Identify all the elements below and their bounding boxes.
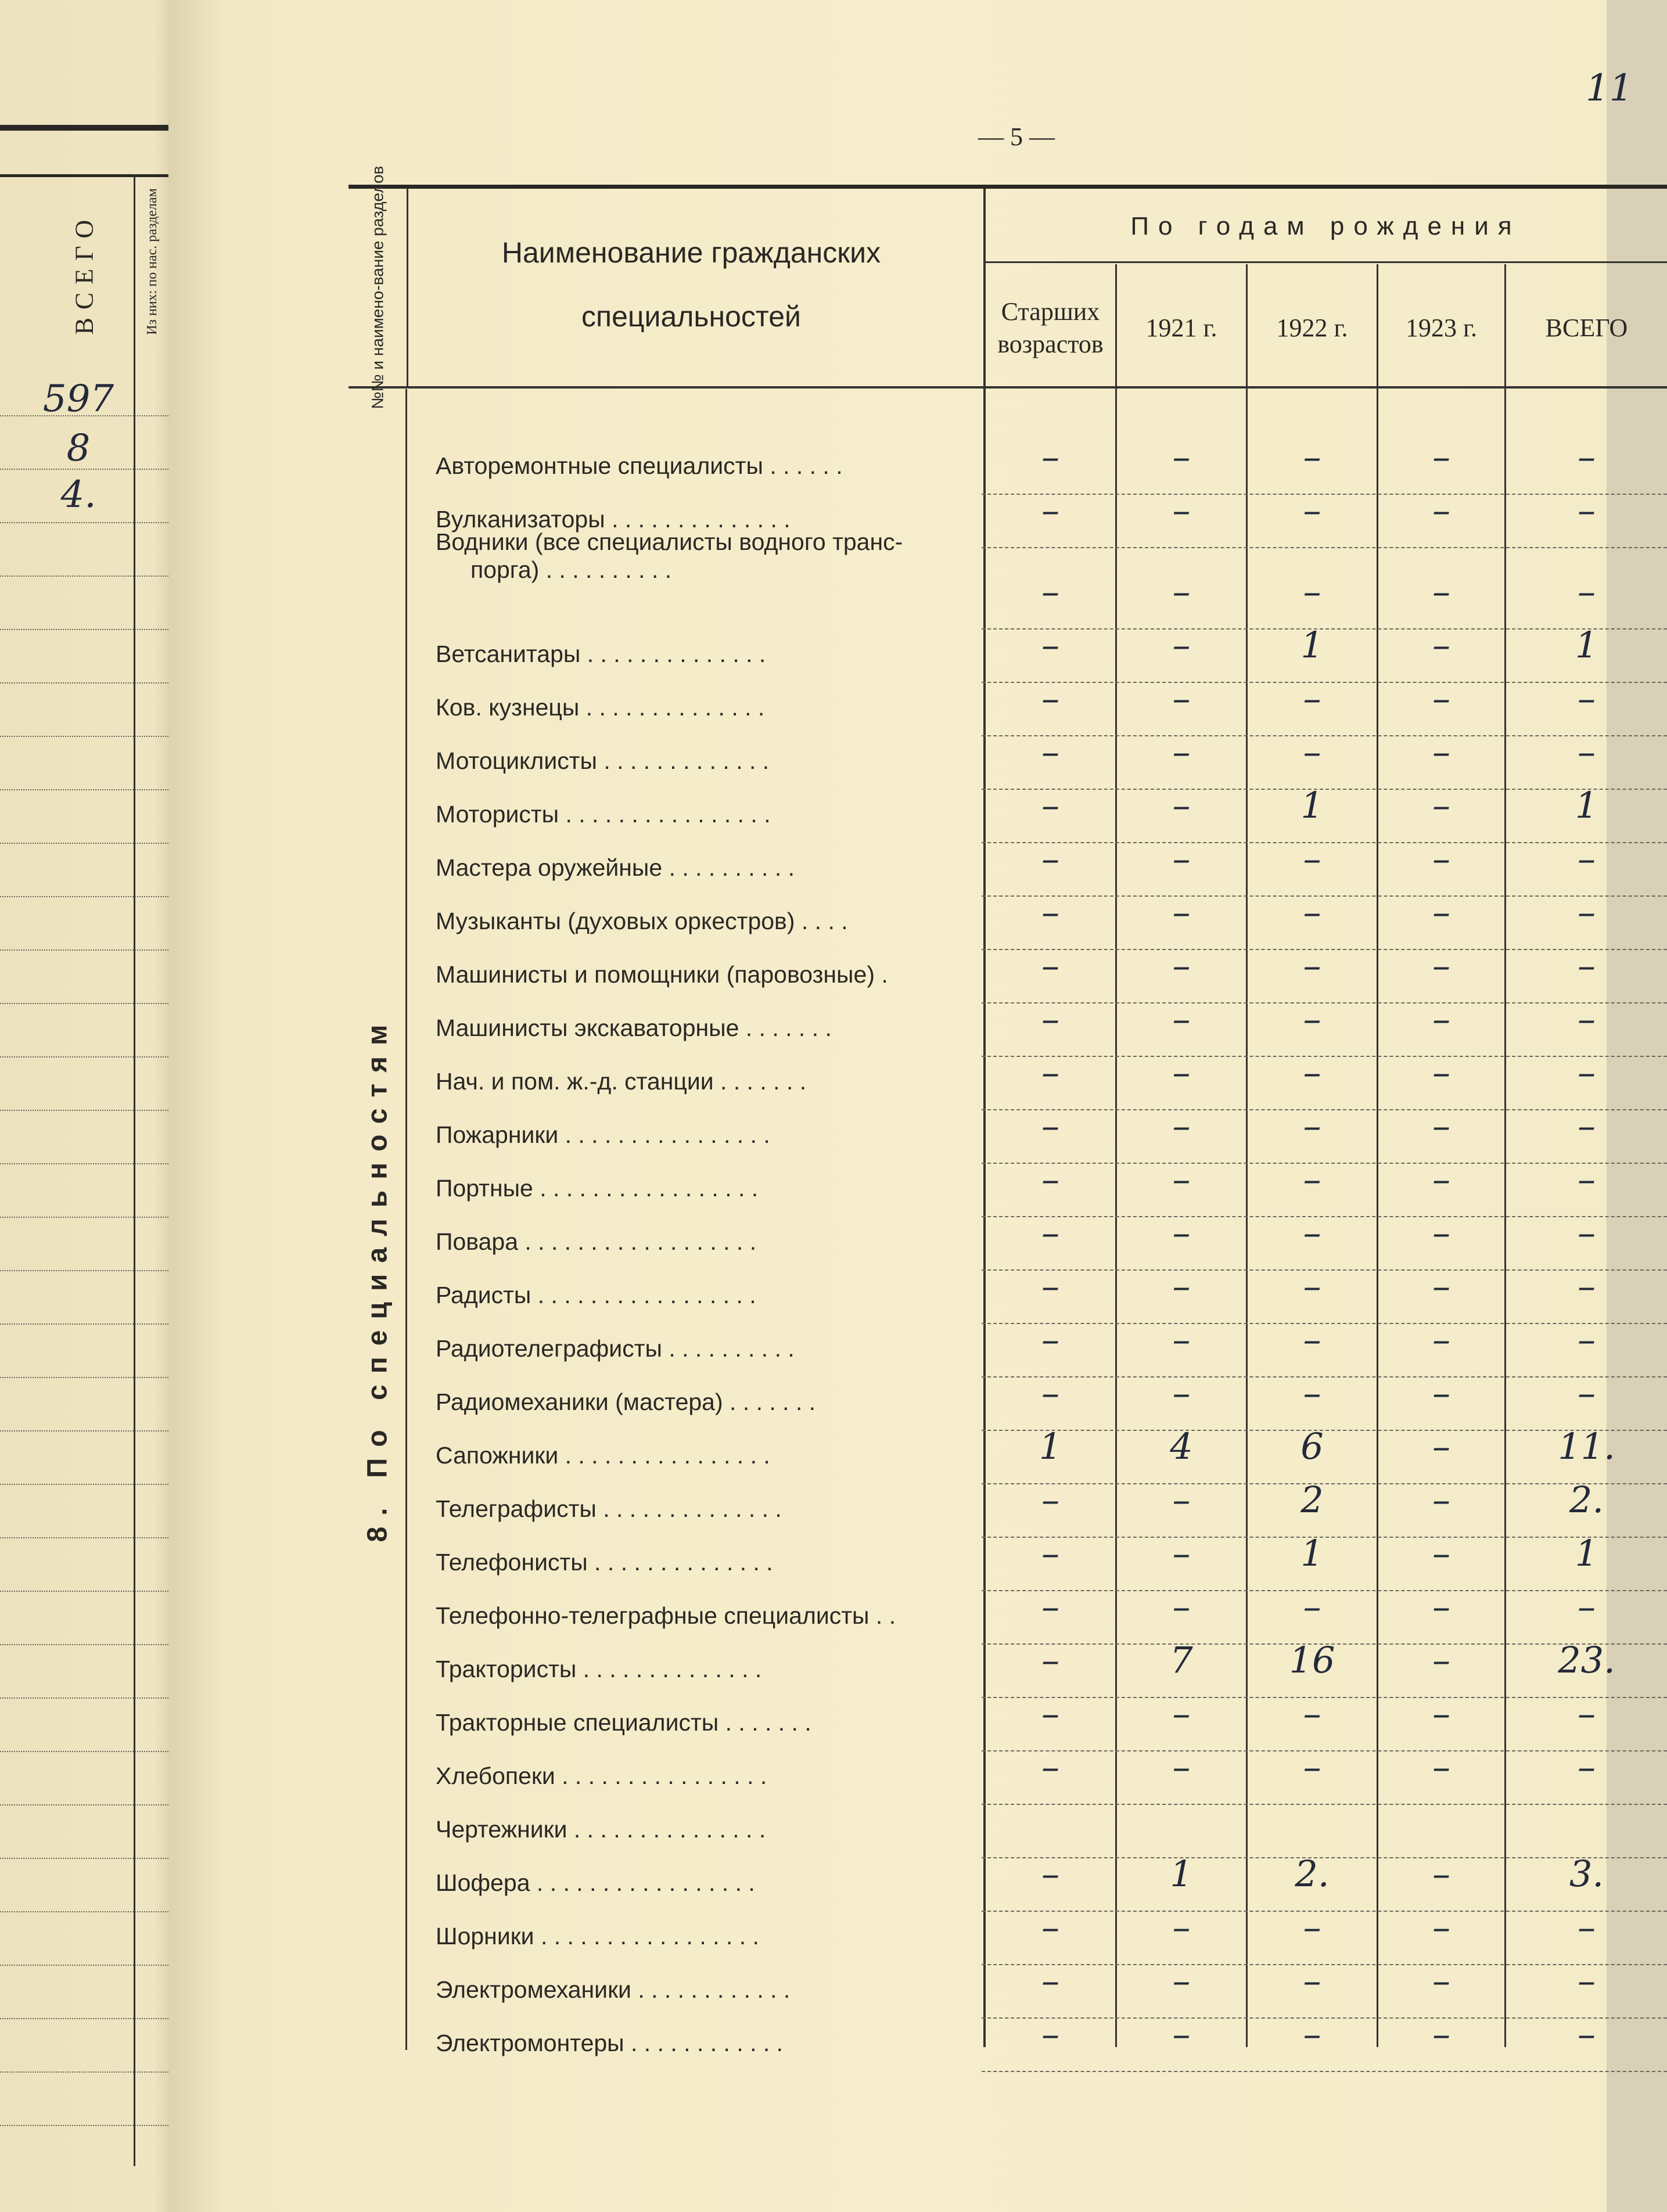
row-divider	[982, 1804, 1667, 1805]
cell-total: –	[1578, 570, 1596, 613]
row-label-text: Хлебопеки . . . . . . . . . . . . . . . .	[436, 1763, 767, 1789]
cell-total: –	[1578, 998, 1596, 1040]
section-label: 8. По специальностям	[362, 1013, 393, 1542]
cell-total: 1	[1575, 624, 1598, 666]
section-number-header: №№ и наимено-вание разделов	[368, 166, 387, 409]
cell-1923: –	[1432, 489, 1450, 531]
cell-1923: –	[1432, 1158, 1450, 1200]
row-label-text: Пожарники . . . . . . . . . . . . . . . .	[436, 1121, 770, 1148]
cell-1921: –	[1172, 1479, 1191, 1521]
cell-1922: –	[1303, 1906, 1321, 1948]
cell-older: –	[1041, 1585, 1059, 1628]
left-row-line	[0, 896, 168, 897]
row-label	[436, 1014, 976, 1042]
cell-1922: –	[1303, 837, 1321, 880]
cell-1923: –	[1432, 570, 1450, 613]
cell-older: –	[1041, 998, 1059, 1040]
cell-1921: –	[1172, 489, 1191, 531]
row-label	[436, 907, 976, 935]
cell-1923: –	[1432, 944, 1450, 987]
cell-older: –	[1041, 677, 1059, 720]
left-row-line	[0, 1697, 168, 1699]
left-row-line	[0, 1751, 168, 1752]
row-label-text: Портные . . . . . . . . . . . . . . . . .	[436, 1175, 759, 1202]
cell-total: –	[1578, 1746, 1596, 1788]
cell-1922: –	[1303, 1746, 1321, 1788]
left-total-value: 597	[42, 377, 114, 420]
cell-total: 3.	[1569, 1853, 1604, 1895]
cell-older: –	[1041, 944, 1059, 987]
cell-1923: –	[1432, 624, 1450, 666]
cell-1923: –	[1432, 1265, 1450, 1307]
name-header	[412, 221, 970, 348]
cell-1921: –	[1172, 1211, 1191, 1254]
row-label	[436, 1602, 976, 1630]
cell-older: –	[1041, 1853, 1059, 1895]
cell-older: –	[1041, 1692, 1059, 1735]
row-label-text: Радиомеханики (мастера) . . . . . . .	[436, 1389, 816, 1415]
cell-older: –	[1041, 1532, 1059, 1574]
cell-1923: –	[1432, 1746, 1450, 1788]
cell-total: –	[1578, 677, 1596, 720]
cell-1923: –	[1432, 784, 1450, 826]
cell-older: –	[1041, 489, 1059, 531]
cell-1923: –	[1432, 1959, 1450, 2002]
left-row-line	[0, 1591, 168, 1592]
cell-1921: –	[1172, 1372, 1191, 1414]
row-label	[436, 640, 976, 668]
left-row-line	[0, 2018, 168, 2019]
cell-1922: 1	[1300, 1532, 1324, 1574]
cell-older: –	[1041, 2013, 1059, 2055]
row-label-text: Чертежники . . . . . . . . . . . . . . .	[436, 1816, 766, 1843]
row-label	[436, 1762, 976, 1790]
cell-1922: 16	[1289, 1639, 1335, 1681]
cell-total: –	[1578, 837, 1596, 880]
row-label	[436, 1548, 976, 1576]
row-label	[436, 1441, 976, 1469]
cell-1922: –	[1303, 1265, 1321, 1307]
cell-1922: –	[1303, 731, 1321, 773]
cell-1922: 6	[1300, 1425, 1324, 1468]
row-label-text: Ков. кузнецы . . . . . . . . . . . . . .	[436, 694, 765, 721]
cell-total: –	[1578, 1105, 1596, 1147]
cell-total: 2.	[1569, 1479, 1604, 1521]
cell-1922: –	[1303, 2013, 1321, 2055]
left-row-line	[0, 1430, 168, 1431]
left-row-line	[0, 522, 168, 523]
left-subheader: Из них: по нас. разделам	[144, 188, 160, 335]
cell-1921: 7	[1170, 1639, 1193, 1681]
left-row-line	[0, 2071, 168, 2073]
row-label-text: Мотоциклисты . . . . . . . . . . . . .	[436, 747, 770, 774]
cell-1921: –	[1172, 1585, 1191, 1628]
cell-1923: –	[1432, 1692, 1450, 1735]
cell-older: –	[1041, 624, 1059, 666]
cell-older: –	[1041, 1105, 1059, 1147]
row-label-text: Телефонисты . . . . . . . . . . . . . .	[436, 1549, 773, 1576]
cell-1922: –	[1303, 1158, 1321, 1200]
cell-1923: –	[1432, 1906, 1450, 1948]
cell-1921: –	[1172, 1265, 1191, 1307]
cell-1922: –	[1303, 1692, 1321, 1735]
cell-1921: –	[1172, 1051, 1191, 1094]
row-label-text: Машинисты экскаваторные . . . . . . .	[436, 1015, 832, 1041]
cell-older: –	[1041, 837, 1059, 880]
row-label	[436, 1869, 976, 1897]
col-header-1923: 1923 г.	[1405, 314, 1478, 342]
cell-1923: –	[1432, 1051, 1450, 1094]
row-label	[436, 2029, 976, 2057]
left-row-line	[0, 1377, 168, 1378]
row-label-text: Телеграфисты . . . . . . . . . . . . . .	[436, 1495, 782, 1522]
cell-older: –	[1041, 1959, 1059, 2002]
cell-1923: –	[1432, 891, 1450, 933]
row-label-text: Телефонно-телеграфные специалисты . .	[436, 1602, 896, 1629]
cell-older: –	[1041, 731, 1059, 773]
row-label-text: Машинисты и помощники (паровозные) .	[436, 961, 888, 988]
cell-older: –	[1041, 1639, 1059, 1681]
row-label	[436, 1388, 976, 1416]
left-total-header: ВСЕГО	[70, 211, 99, 335]
page-number: — 5 —	[978, 123, 1055, 151]
cell-total: –	[1578, 891, 1596, 933]
left-row-line	[0, 1804, 168, 1805]
cell-1922: –	[1303, 489, 1321, 531]
cell-1922: –	[1303, 998, 1321, 1040]
cell-total: –	[1578, 2013, 1596, 2055]
left-row-line	[0, 1217, 168, 1218]
left-facing-page	[0, 0, 192, 2212]
row-label	[436, 452, 976, 480]
cell-1923: –	[1432, 731, 1450, 773]
cell-1921: –	[1172, 998, 1191, 1040]
left-row-line	[0, 1110, 168, 1111]
row-label	[436, 800, 976, 828]
left-row-line	[0, 1323, 168, 1325]
col-header-1921: 1921 г.	[1145, 314, 1217, 342]
row-label	[436, 1335, 976, 1362]
left-row-line	[0, 1270, 168, 1271]
row-label-text: Электромонтеры . . . . . . . . . . . .	[436, 2030, 784, 2056]
cell-1922: –	[1303, 436, 1321, 478]
years-header: По годам рождения	[1130, 212, 1521, 240]
cell-1922: –	[1303, 1105, 1321, 1147]
cell-1923: –	[1432, 1318, 1450, 1361]
row-label	[436, 747, 976, 775]
cell-1922: –	[1303, 944, 1321, 987]
cell-1922: –	[1303, 1585, 1321, 1628]
cell-1922: –	[1303, 1211, 1321, 1254]
row-label	[436, 693, 976, 721]
cell-1921: –	[1172, 1105, 1191, 1147]
row-label-text: Вулканизаторы . . . . . . . . . . . . . .	[436, 506, 791, 533]
cell-1922: –	[1303, 891, 1321, 933]
left-row-line	[0, 1965, 168, 1966]
left-row-line	[0, 576, 168, 577]
row-label	[436, 1121, 976, 1149]
left-row-line	[0, 1163, 168, 1164]
row-label-text: Сапожники . . . . . . . . . . . . . . . .	[436, 1442, 770, 1469]
cell-1923: –	[1432, 1372, 1450, 1414]
cell-total: –	[1578, 1158, 1596, 1200]
cell-total: –	[1578, 1959, 1596, 2002]
cell-total: –	[1578, 944, 1596, 987]
left-top-rule	[0, 125, 168, 131]
cell-1922: –	[1303, 1372, 1321, 1414]
cell-1922: –	[1303, 677, 1321, 720]
row-label-text: Мастера оружейные . . . . . . . . . .	[436, 854, 795, 881]
cell-1921: 1	[1170, 1853, 1193, 1895]
cell-total: 1	[1575, 784, 1598, 826]
vline-section-number	[407, 189, 408, 386]
cell-1923: –	[1432, 998, 1450, 1040]
row-label-text: Ветсанитары . . . . . . . . . . . . . .	[436, 641, 766, 667]
left-row-line	[0, 1537, 168, 1538]
cell-total: –	[1578, 489, 1596, 531]
cell-1923: –	[1432, 1211, 1450, 1254]
cell-1921: –	[1172, 624, 1191, 666]
cell-older: –	[1041, 570, 1059, 613]
left-row-line	[0, 1644, 168, 1645]
row-label	[436, 1922, 976, 1950]
cell-1923: –	[1432, 1585, 1450, 1628]
row-label-text: Шофера . . . . . . . . . . . . . . . . .	[436, 1869, 755, 1896]
row-label	[436, 1174, 976, 1202]
cell-older: –	[1041, 1211, 1059, 1254]
cell-1923: –	[1432, 1532, 1450, 1574]
col-header-older: Старших возрастов	[997, 297, 1104, 358]
row-label-text-cont: порга) . . . . . . . . . .	[470, 556, 672, 583]
row-label	[436, 1709, 976, 1736]
archive-number: 11	[1586, 67, 1633, 110]
cell-total: 23.	[1558, 1639, 1615, 1681]
left-row-line	[0, 789, 168, 790]
left-total-value: 8	[66, 427, 91, 470]
cell-1923: –	[1432, 1425, 1450, 1468]
name-header-line2: специальностей	[581, 300, 801, 333]
cell-older: –	[1041, 1372, 1059, 1414]
row-label	[436, 854, 976, 882]
cell-1921: –	[1172, 731, 1191, 773]
cell-1921: –	[1172, 944, 1191, 987]
cell-1921: 4	[1170, 1425, 1193, 1468]
cell-1922: –	[1303, 1959, 1321, 2002]
cell-older: –	[1041, 1265, 1059, 1307]
row-label-text: Водники (все специалисты водного транс-	[436, 528, 903, 555]
left-row-line	[0, 1484, 168, 1485]
row-label-text: Авторемонтные специалисты . . . . . .	[436, 452, 843, 479]
left-row-line	[0, 1858, 168, 1859]
cell-total: –	[1578, 436, 1596, 478]
cell-total: –	[1578, 1372, 1596, 1414]
cell-older: –	[1041, 1158, 1059, 1200]
row-label-text: Тракторные специалисты . . . . . . .	[436, 1709, 811, 1736]
cell-1922: –	[1303, 570, 1321, 613]
main-page	[168, 0, 1633, 2212]
cell-1922: –	[1303, 1051, 1321, 1094]
left-row-line	[0, 949, 168, 951]
cell-older: –	[1041, 1051, 1059, 1094]
cell-older: –	[1041, 784, 1059, 826]
cell-older: –	[1041, 1318, 1059, 1361]
row-label	[436, 1281, 976, 1309]
left-row-line	[0, 2125, 168, 2126]
cell-total: –	[1578, 1051, 1596, 1094]
cell-1923: –	[1432, 837, 1450, 880]
row-label-text: Повара . . . . . . . . . . . . . . . . . .	[436, 1228, 757, 1255]
cell-1921: –	[1172, 1959, 1191, 2002]
cell-total: –	[1578, 1692, 1596, 1735]
left-column-divider	[134, 174, 135, 2166]
row-label	[436, 1228, 976, 1256]
cell-1921: –	[1172, 570, 1191, 613]
cell-older: –	[1041, 1479, 1059, 1521]
cell-total: 1	[1575, 1532, 1598, 1574]
left-total-value: 4.	[60, 473, 96, 516]
row-label	[436, 528, 976, 584]
cell-1922: 1	[1300, 624, 1324, 666]
cell-1922: –	[1303, 1318, 1321, 1361]
cell-1923: –	[1432, 677, 1450, 720]
row-label-text: Мотористы . . . . . . . . . . . . . . . .	[436, 801, 771, 828]
cell-total: –	[1578, 1265, 1596, 1307]
col-header-total: ВСЕГО	[1545, 314, 1628, 342]
row-label	[436, 1815, 976, 1843]
row-label-text: Шорники . . . . . . . . . . . . . . . . .	[436, 1923, 759, 1950]
cell-1921: –	[1172, 1906, 1191, 1948]
cell-older: –	[1041, 1746, 1059, 1788]
cell-1921: –	[1172, 2013, 1191, 2055]
row-label-text: Музыканты (духовых оркестров) . . . .	[436, 908, 848, 934]
cell-1921: –	[1172, 436, 1191, 478]
cell-1923: –	[1432, 1479, 1450, 1521]
cell-1923: –	[1432, 1853, 1450, 1895]
name-header-line1: Наименование гражданских	[501, 236, 881, 269]
hline-years	[983, 261, 1667, 263]
cell-1921: –	[1172, 784, 1191, 826]
cell-older: –	[1041, 436, 1059, 478]
cell-1921: –	[1172, 837, 1191, 880]
row-label	[436, 1067, 976, 1095]
row-label-text: Радисты . . . . . . . . . . . . . . . . .	[436, 1282, 756, 1308]
left-row-line	[0, 1911, 168, 1912]
cell-1921: –	[1172, 891, 1191, 933]
row-label	[436, 961, 976, 988]
cell-1923: –	[1432, 1639, 1450, 1681]
cell-older: –	[1041, 891, 1059, 933]
left-row-line	[0, 1056, 168, 1058]
col-header-1922: 1922 г.	[1276, 314, 1348, 342]
cell-older: –	[1041, 1906, 1059, 1948]
cell-1922: 1	[1300, 784, 1324, 826]
row-label-text: Нач. и пом. ж.-д. станции . . . . . . .	[436, 1068, 807, 1095]
cell-total: –	[1578, 1211, 1596, 1254]
cell-1922: 2	[1300, 1479, 1324, 1521]
left-row-line	[0, 843, 168, 844]
cell-1922: 2.	[1295, 1853, 1330, 1895]
cell-total: 11.	[1558, 1425, 1615, 1468]
cell-older: 1	[1039, 1425, 1062, 1468]
left-row-line	[0, 736, 168, 737]
row-label	[436, 1976, 976, 2004]
row-label-text: Радиотелеграфисты . . . . . . . . . .	[436, 1335, 795, 1362]
cell-1923: –	[1432, 436, 1450, 478]
cell-total: –	[1578, 1318, 1596, 1361]
row-label	[436, 1495, 976, 1523]
left-row-line	[0, 1003, 168, 1004]
cell-1921: –	[1172, 1158, 1191, 1200]
row-divider	[982, 547, 1667, 548]
table-top-rule	[349, 185, 1667, 189]
cell-1923: –	[1432, 1105, 1450, 1147]
left-row-line	[0, 629, 168, 630]
row-label	[436, 1655, 976, 1683]
cell-1923: –	[1432, 2013, 1450, 2055]
cell-total: –	[1578, 1585, 1596, 1628]
cell-1921: –	[1172, 677, 1191, 720]
cell-1921: –	[1172, 1318, 1191, 1361]
cell-1921: –	[1172, 1746, 1191, 1788]
cell-total: –	[1578, 1906, 1596, 1948]
row-label-text: Трактористы . . . . . . . . . . . . . .	[436, 1656, 762, 1682]
row-label-text: Электромеханики . . . . . . . . . . . .	[436, 1976, 791, 2003]
cell-total: –	[1578, 731, 1596, 773]
cell-1921: –	[1172, 1532, 1191, 1574]
left-row-line	[0, 682, 168, 684]
cell-1921: –	[1172, 1692, 1191, 1735]
row-divider	[982, 2071, 1667, 2072]
